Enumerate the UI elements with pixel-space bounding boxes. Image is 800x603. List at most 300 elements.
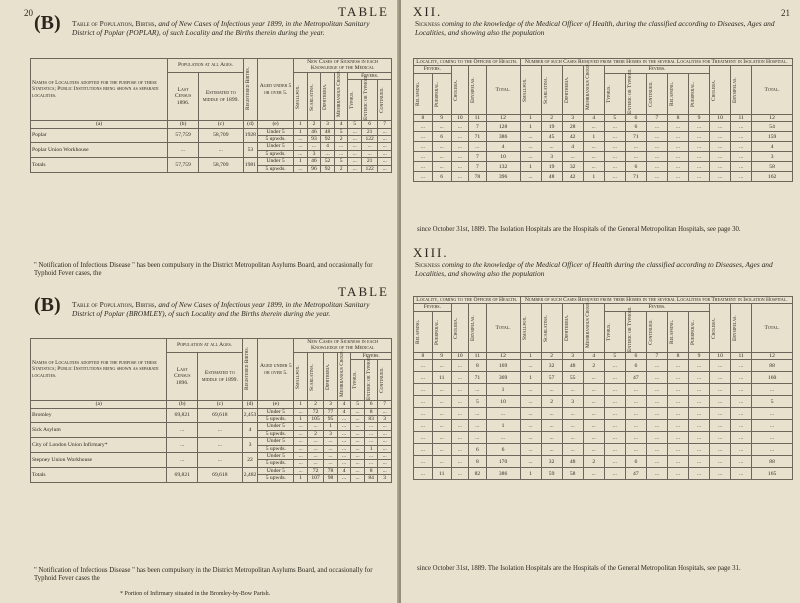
smallpox-header bbox=[520, 66, 541, 114]
births-value: 53 bbox=[243, 143, 257, 158]
locality-group-header: Locality, coming to the Officer of Health. bbox=[414, 59, 521, 66]
case-count: 7 bbox=[469, 152, 487, 162]
erysipelas-header bbox=[469, 304, 487, 352]
erysipelas-header bbox=[731, 304, 752, 352]
removed-count: 1 bbox=[520, 468, 541, 480]
cholera-header bbox=[710, 304, 731, 352]
locality-name: Sick Asylum bbox=[31, 423, 167, 438]
removed-count: ... bbox=[731, 360, 752, 372]
membranous-header bbox=[583, 63, 604, 114]
table-row bbox=[414, 372, 793, 384]
case-count: 72 bbox=[307, 408, 323, 415]
removed-count: ... bbox=[710, 372, 731, 384]
case-count: 4 bbox=[486, 142, 520, 152]
column-key: 8 bbox=[667, 352, 688, 359]
case-count: 8 bbox=[364, 408, 378, 415]
removed-count: ... bbox=[583, 384, 604, 396]
removed-count: ... bbox=[731, 432, 752, 444]
case-count: ... bbox=[378, 165, 392, 172]
table-row bbox=[414, 408, 793, 420]
estimated-header: Estimated to middle of 1899. bbox=[198, 72, 243, 120]
case-count: 11 bbox=[432, 468, 451, 480]
removed-count: ... bbox=[689, 444, 710, 456]
removed-count: ... bbox=[520, 152, 541, 162]
case-count: 46 bbox=[307, 128, 321, 135]
case-count: ... bbox=[378, 143, 392, 150]
estimated-value: 58,709 bbox=[198, 158, 243, 173]
case-count: ... bbox=[337, 423, 351, 430]
removed-count: ... bbox=[731, 420, 752, 432]
removed-count: ... bbox=[646, 360, 667, 372]
column-key: (e) bbox=[257, 121, 293, 128]
case-count: 52 bbox=[321, 158, 335, 165]
case-count: 4 bbox=[321, 143, 335, 150]
removed-count: 6 bbox=[625, 122, 646, 132]
case-count: 107 bbox=[307, 475, 323, 482]
case-count: ... bbox=[451, 172, 469, 182]
age-group: 5 upwds. bbox=[258, 460, 294, 467]
column-key: 10 bbox=[710, 114, 731, 121]
removed-count: ... bbox=[520, 456, 541, 468]
estimated-value: ... bbox=[197, 438, 242, 453]
case-count: ... bbox=[337, 453, 351, 460]
case-count: 1 bbox=[294, 416, 308, 423]
fevers-header: Fevers. bbox=[604, 304, 709, 311]
removed-count: ... bbox=[710, 152, 731, 162]
column-key: 8 bbox=[667, 114, 688, 121]
removed-count: ... bbox=[604, 152, 625, 162]
column-key: 1 bbox=[294, 121, 308, 128]
column-key: 7 bbox=[646, 114, 667, 121]
case-count: 1 bbox=[486, 420, 520, 432]
column-key: 5 bbox=[351, 401, 365, 408]
removed-count: 162 bbox=[752, 172, 793, 182]
membranous-header-text: Membranous Croup. bbox=[335, 69, 342, 117]
removed-count: 48 bbox=[562, 360, 583, 372]
case-count: 84 bbox=[364, 475, 378, 482]
removed-count: ... bbox=[541, 444, 562, 456]
age-group: 5 upwds. bbox=[258, 430, 294, 437]
removed-count: ... bbox=[646, 444, 667, 456]
case-count: ... bbox=[432, 432, 451, 444]
age-group: Under 5 bbox=[257, 143, 293, 150]
removed-count: 1 bbox=[583, 132, 604, 142]
page-number: 21 bbox=[781, 8, 790, 18]
case-count: ... bbox=[337, 430, 351, 437]
membranous-header-text: Membranous Croup. bbox=[584, 301, 591, 349]
typhus-header-text: Typhus. bbox=[349, 91, 356, 110]
cholera-header-text: Cholera. bbox=[711, 317, 718, 339]
case-count: 98 bbox=[324, 475, 338, 482]
case-count: ... bbox=[451, 432, 469, 444]
case-count: ... bbox=[378, 136, 392, 143]
removed-count: ... bbox=[731, 132, 752, 142]
removed-count: ... bbox=[583, 142, 604, 152]
removed-count: ... bbox=[710, 432, 731, 444]
case-count: 72 bbox=[307, 467, 323, 474]
column-key: 4 bbox=[337, 401, 351, 408]
table-row bbox=[414, 444, 793, 456]
case-count: ... bbox=[451, 396, 469, 408]
case-count: ... bbox=[361, 143, 377, 150]
diphtheria-header-text: Diphtheria. bbox=[563, 314, 570, 342]
continued-header bbox=[378, 360, 392, 401]
census-value: 69,821 bbox=[167, 467, 197, 482]
removed-count: ... bbox=[731, 142, 752, 152]
scarlatina-header-text: Scarlatina. bbox=[542, 76, 549, 104]
removed-count: ... bbox=[667, 396, 688, 408]
fevers-header: Fevers. bbox=[414, 66, 452, 73]
removed-count: ... bbox=[689, 132, 710, 142]
case-count: ... bbox=[414, 384, 433, 396]
removed-count: ... bbox=[520, 432, 541, 444]
case-count: ... bbox=[307, 423, 323, 430]
case-count: ... bbox=[378, 408, 392, 415]
membranous-header bbox=[337, 349, 351, 400]
age-group: Under 5 bbox=[258, 438, 294, 445]
removed-count: ... bbox=[562, 432, 583, 444]
table-row bbox=[414, 142, 793, 152]
column-key: 2 bbox=[307, 401, 323, 408]
removed-count: ... bbox=[625, 408, 646, 420]
table-row bbox=[31, 423, 392, 430]
case-count: ... bbox=[307, 460, 323, 467]
running-head-2: TABLE bbox=[338, 284, 389, 299]
case-count: 71 bbox=[469, 372, 487, 384]
case-count: ... bbox=[451, 372, 469, 384]
removed-count: ... bbox=[710, 162, 731, 172]
diphtheria-header bbox=[324, 352, 338, 400]
removed-count: ... bbox=[731, 122, 752, 132]
case-count: 8 bbox=[469, 456, 487, 468]
removed-count: 4 bbox=[752, 142, 793, 152]
case-count: ... bbox=[324, 453, 338, 460]
removed-count: ... bbox=[667, 420, 688, 432]
removed-count: ... bbox=[646, 132, 667, 142]
case-count: ... bbox=[294, 460, 308, 467]
table-row bbox=[414, 384, 793, 396]
removed-count: ... bbox=[604, 384, 625, 396]
smallpox-header-text: Smallpox. bbox=[521, 316, 528, 340]
table-row bbox=[414, 162, 793, 172]
age-group: 5 upwds. bbox=[258, 416, 294, 423]
table-caption: Sickness coming to the knowledge of the Medical Officer of Health, during the classified according to Diseases, Ages and Localities, and showing also the population bbox=[415, 19, 775, 37]
removed-count: ... bbox=[520, 360, 541, 372]
estimated-value: ... bbox=[197, 423, 242, 438]
removed-count: ... bbox=[752, 432, 793, 444]
census-value: ... bbox=[167, 453, 197, 468]
case-count: ... bbox=[469, 142, 487, 152]
running-head: XII. bbox=[413, 4, 443, 19]
column-key: 6 bbox=[364, 401, 378, 408]
column-key: 11 bbox=[469, 114, 487, 121]
removed-count: ... bbox=[520, 408, 541, 420]
removed-count: ... bbox=[752, 408, 793, 420]
age-group: Under 5 bbox=[257, 158, 293, 165]
continued-header-text: Continued. bbox=[647, 319, 654, 345]
case-count: ... bbox=[364, 423, 378, 430]
typhus-header bbox=[351, 360, 365, 401]
table-caption: Table of Population, Births, and of New Cases of Infectious year 1899, in the Metropolitan Sanitary District of Poplar (POPLAR), of such Locality and the Births therein during the year. bbox=[72, 19, 370, 37]
removed-count: ... bbox=[604, 162, 625, 172]
removed-count: ... bbox=[583, 420, 604, 432]
bromley-table bbox=[30, 338, 392, 483]
age-group: Under 5 bbox=[258, 423, 294, 430]
removed-count: ... bbox=[667, 468, 688, 480]
case-count: ... bbox=[294, 467, 308, 474]
relapsing-header-text: Relapsing. bbox=[668, 81, 675, 106]
case-count: 78 bbox=[469, 172, 487, 182]
removed-count: 54 bbox=[752, 122, 793, 132]
removed-count: 6 bbox=[625, 162, 646, 172]
column-key: 1 bbox=[520, 114, 541, 121]
case-count: 170 bbox=[486, 456, 520, 468]
smallpox-header-text: Smallpox. bbox=[295, 364, 302, 389]
case-count: ... bbox=[337, 438, 351, 445]
population-header: Population at all Ages. bbox=[168, 59, 243, 73]
case-count: 3 bbox=[307, 150, 321, 157]
removed-count: 47 bbox=[625, 468, 646, 480]
removed-count: ... bbox=[625, 432, 646, 444]
right-page bbox=[401, 0, 800, 603]
case-count: ... bbox=[351, 423, 365, 430]
locality-name: Totals bbox=[31, 467, 167, 482]
column-key: (c) bbox=[198, 121, 243, 128]
case-count: ... bbox=[414, 468, 433, 480]
census-header: Last Census 1896. bbox=[168, 72, 199, 120]
removed-count: 55 bbox=[562, 372, 583, 384]
removed-count: ... bbox=[689, 456, 710, 468]
removed-count: ... bbox=[667, 456, 688, 468]
removed-count: ... bbox=[541, 408, 562, 420]
locality-name: Totals bbox=[31, 158, 168, 173]
removed-count: ... bbox=[752, 444, 793, 456]
census-value: ... bbox=[168, 143, 199, 158]
diphtheria-header bbox=[562, 304, 583, 352]
case-count: ... bbox=[469, 420, 487, 432]
case-count: 369 bbox=[486, 372, 520, 384]
removed-count: ... bbox=[583, 432, 604, 444]
age-group: 5 upwds. bbox=[258, 445, 294, 452]
case-count: ... bbox=[337, 416, 351, 423]
table-row bbox=[31, 453, 392, 460]
removed-count: ... bbox=[667, 444, 688, 456]
removed-count: ... bbox=[604, 132, 625, 142]
locality-group-header: Locality, coming to the Officer of Health. bbox=[414, 297, 521, 304]
age-group: 5 upwds. bbox=[258, 475, 294, 482]
case-count: ... bbox=[451, 420, 469, 432]
case-count: ... bbox=[324, 445, 338, 452]
case-count: ... bbox=[351, 445, 365, 452]
typhus-header bbox=[604, 73, 625, 114]
estimated-value: 69,618 bbox=[197, 408, 242, 423]
scarlatina-header-text: Scarlatina. bbox=[308, 83, 315, 111]
table-row bbox=[31, 408, 392, 415]
membranous-header-text: Membranous Croup. bbox=[338, 349, 345, 397]
enteric-header-text: Enteric or Typhoid. bbox=[626, 68, 633, 114]
case-count: 5 bbox=[469, 396, 487, 408]
case-count: ... bbox=[324, 438, 338, 445]
case-count: ... bbox=[378, 158, 392, 165]
column-key: 2 bbox=[541, 114, 562, 121]
column-key: 11 bbox=[469, 352, 487, 359]
case-count: ... bbox=[414, 152, 433, 162]
removed-count: 6 bbox=[625, 456, 646, 468]
removed-count: ... bbox=[520, 172, 541, 182]
case-count: ... bbox=[432, 396, 451, 408]
case-count: ... bbox=[378, 430, 392, 437]
census-header: Last Census 1896. bbox=[167, 352, 197, 400]
new-cases-header: New Cases of Sickness in each Knowledge of the Medical bbox=[294, 59, 392, 73]
column-key: 6 bbox=[625, 114, 646, 121]
puerperal-header-text: Puerperal. bbox=[690, 81, 696, 107]
case-count: ... bbox=[348, 150, 362, 157]
table-row bbox=[414, 420, 793, 432]
continued-header-text: Continued. bbox=[647, 81, 654, 107]
case-count: ... bbox=[414, 456, 433, 468]
column-key: 5 bbox=[604, 352, 625, 359]
removed-count: ... bbox=[689, 122, 710, 132]
removed-count: ... bbox=[604, 396, 625, 408]
smallpox-header-text: Smallpox. bbox=[295, 84, 302, 109]
case-count: ... bbox=[294, 445, 308, 452]
estimated-value: ... bbox=[198, 143, 243, 158]
table-caption-2: Sickness coming to the knowledge of the Medical Officer of Health during the classified according to Diseases, Ages and Localities, and showing also the population bbox=[415, 260, 773, 278]
enteric-header-text: Enteric or Typhoid. bbox=[362, 74, 369, 121]
column-key: 5 bbox=[348, 121, 362, 128]
case-count: 6 bbox=[486, 444, 520, 456]
removed-count: 48 bbox=[541, 172, 562, 182]
removed-count: ... bbox=[562, 420, 583, 432]
removed-count: ... bbox=[731, 172, 752, 182]
erysipelas-header-text: Erysipelas. bbox=[732, 315, 739, 341]
table-row bbox=[414, 172, 793, 182]
running-head-2: XIII. bbox=[413, 245, 449, 260]
smallpox-header bbox=[294, 72, 308, 120]
removed-count: ... bbox=[710, 408, 731, 420]
case-count: 71 bbox=[469, 132, 487, 142]
removed-count: ... bbox=[667, 142, 688, 152]
case-count: 82 bbox=[469, 468, 487, 480]
case-count: 7 bbox=[469, 162, 487, 172]
column-key: 9 bbox=[689, 352, 710, 359]
removed-count: ... bbox=[604, 456, 625, 468]
case-count: 77 bbox=[324, 408, 338, 415]
age-group: Under 5 bbox=[257, 128, 293, 135]
removed-count: ... bbox=[583, 444, 604, 456]
case-count: ... bbox=[414, 162, 433, 172]
case-count: ... bbox=[294, 150, 308, 157]
table-row bbox=[414, 122, 793, 132]
removed-count: 1 bbox=[520, 372, 541, 384]
removed-count: ... bbox=[604, 142, 625, 152]
case-count: 10 bbox=[486, 152, 520, 162]
locality-name: Bromley bbox=[31, 408, 167, 423]
membranous-header bbox=[334, 69, 348, 120]
removed-count: ... bbox=[710, 420, 731, 432]
case-count: 122 bbox=[361, 165, 377, 172]
case-count: 1 bbox=[294, 475, 308, 482]
enteric-header-text: Enteric or Typhoid. bbox=[626, 306, 633, 352]
column-key: (a) bbox=[31, 121, 168, 128]
erysipelas-header-text: Erysipelas. bbox=[470, 77, 477, 103]
column-key: 5 bbox=[604, 114, 625, 121]
removed-count: ... bbox=[541, 384, 562, 396]
case-count: ... bbox=[451, 408, 469, 420]
births-value: 22 bbox=[242, 453, 258, 468]
case-count: ... bbox=[432, 408, 451, 420]
notification-note: " Notification of Infectious Disease " has been compulsory in the District Metropolitan Asylums Board, and occasionally for Typhoid Fever cases, the bbox=[34, 262, 373, 277]
removed-count: ... bbox=[646, 172, 667, 182]
total-header: Total. bbox=[486, 304, 520, 352]
removed-count: ... bbox=[689, 420, 710, 432]
case-count: ... bbox=[294, 408, 308, 415]
enteric-header bbox=[625, 306, 646, 352]
removed-count: ... bbox=[604, 172, 625, 182]
table-xii bbox=[413, 58, 793, 182]
scarlatina-header bbox=[307, 352, 323, 400]
column-key: 11 bbox=[731, 352, 752, 359]
diphtheria-header-text: Diphtheria. bbox=[325, 363, 332, 390]
column-key: (d) bbox=[243, 121, 257, 128]
removed-count: ... bbox=[562, 408, 583, 420]
cholera-header-text: Cholera. bbox=[711, 79, 718, 101]
removed-count: ... bbox=[710, 456, 731, 468]
case-count: ... bbox=[364, 438, 378, 445]
case-count: ... bbox=[414, 360, 433, 372]
column-key: (b) bbox=[168, 121, 199, 128]
case-count: ... bbox=[307, 453, 323, 460]
case-count: ... bbox=[432, 384, 451, 396]
removed-count: 71 bbox=[625, 172, 646, 182]
case-count: ... bbox=[414, 122, 433, 132]
case-count: 48 bbox=[321, 128, 335, 135]
case-count: 169 bbox=[486, 360, 520, 372]
removed-count: ... bbox=[583, 408, 604, 420]
case-count: ... bbox=[414, 408, 433, 420]
case-count: ... bbox=[334, 143, 348, 150]
removed-count: ... bbox=[667, 384, 688, 396]
census-value: ... bbox=[167, 423, 197, 438]
locality-name: Poplar bbox=[31, 128, 168, 143]
new-cases-header: New Cases of Sickness in each Knowledge of the Medical bbox=[294, 339, 392, 353]
column-key: 4 bbox=[583, 352, 604, 359]
removed-count: 3 bbox=[541, 152, 562, 162]
left-page bbox=[0, 0, 399, 603]
case-count: ... bbox=[432, 122, 451, 132]
scarlatina-header-text: Scarlatina. bbox=[542, 314, 549, 342]
column-key: 3 bbox=[321, 121, 335, 128]
case-count: ... bbox=[451, 162, 469, 172]
case-count: 1 bbox=[364, 445, 378, 452]
scarlatina-header bbox=[541, 304, 562, 352]
removed-count: ... bbox=[646, 372, 667, 384]
removed-count: 4 bbox=[562, 142, 583, 152]
fevers-header: Fevers. bbox=[351, 352, 392, 359]
column-key: 7 bbox=[646, 352, 667, 359]
case-count: ... bbox=[334, 150, 348, 157]
case-count: ... bbox=[321, 150, 335, 157]
removed-count: ... bbox=[625, 420, 646, 432]
removed-count: 160 bbox=[752, 372, 793, 384]
removed-count: ... bbox=[541, 420, 562, 432]
case-count: ... bbox=[451, 468, 469, 480]
table-row bbox=[414, 360, 793, 372]
removed-count: ... bbox=[689, 408, 710, 420]
case-count: ... bbox=[451, 360, 469, 372]
column-key: 1 bbox=[294, 401, 308, 408]
column-key: 3 bbox=[562, 114, 583, 121]
